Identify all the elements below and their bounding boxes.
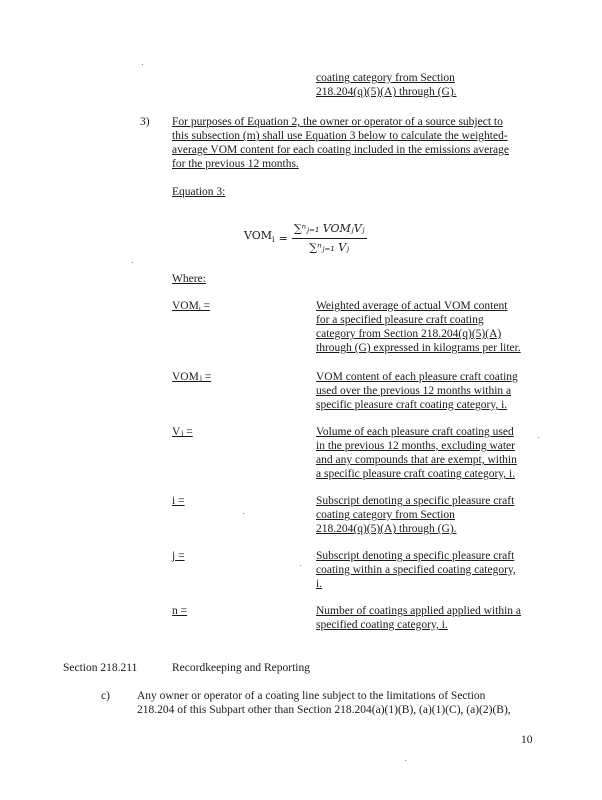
definition-line: specific pleasure craft coating category, i. <box>316 399 508 411</box>
item-3-line-2: this subsection (m) shall use Equation 3 below to calculate the weighted- <box>172 130 508 142</box>
item-3-line-3: average VOM content for each coating included in the emissions average <box>172 144 509 156</box>
definition-text <box>316 494 536 536</box>
definition-term: j = <box>172 550 185 562</box>
definition-text <box>316 425 536 481</box>
definition-line: coating within a specified coating category, <box>316 564 516 576</box>
definition-line: Number of coatings applied applied within a <box>316 605 522 617</box>
scan-speck <box>132 262 133 263</box>
definition-term: VOMᵢ = <box>172 300 211 312</box>
definition-line: Weighted average of actual VOM content <box>316 300 508 312</box>
equation-numerator: ∑ⁿⱼ₌₁ VOMⱼVⱼ <box>293 222 365 235</box>
definition-line: VOM content of each pleasure craft coating <box>316 371 518 383</box>
definition-term: Vⱼ = <box>172 426 193 438</box>
definition-text <box>316 299 536 355</box>
definition-text <box>316 370 536 412</box>
definition-line: 218.204(q)(5)(A) through (G). <box>316 523 457 535</box>
definition-line: used over the previous 12 months within a <box>316 385 512 397</box>
definition-text <box>316 549 536 591</box>
item-3-line-4: for the previous 12 months. <box>172 158 299 170</box>
definition-line: Subscript denoting a specific pleasure craft <box>316 495 515 507</box>
definition-text <box>316 604 536 632</box>
definition-term: i = <box>172 495 185 507</box>
definition-line: a specific pleasure craft coating category, i. <box>316 468 516 480</box>
definition-term: n = <box>172 605 188 617</box>
section-title: Recordkeeping and Reporting <box>172 662 310 674</box>
page-number: 10 <box>521 734 533 746</box>
definition-line: through (G) expressed in kilograms per liter. <box>316 342 521 354</box>
definition-line: for a specified pleasure craft coating <box>316 314 484 326</box>
definition-line: i. <box>316 578 323 590</box>
item-c-paragraph <box>137 689 511 717</box>
scan-speck <box>243 513 244 514</box>
continuation-text <box>316 71 457 99</box>
definition-line: coating category from Section <box>316 509 455 521</box>
equation-lhs: $VOM_i$ <box>244 229 275 245</box>
fraction-bar <box>292 238 367 239</box>
where-label: Where: <box>172 273 206 285</box>
scan-speck <box>538 437 539 438</box>
item-c-line-1: Any owner or operator of a coating line subject to the limitations of Section <box>137 690 486 702</box>
scan-speck <box>405 760 406 761</box>
equation-fraction <box>292 222 367 255</box>
scan-speck <box>142 64 143 65</box>
definition-line: specified coating category, i. <box>316 619 448 631</box>
item-c-line-2: 218.204 of this Subpart other than Section 218.204(a)(1)(B), (a)(1)(C), (a)(2)(B), <box>137 704 511 716</box>
item-3-number: 3) <box>140 116 150 128</box>
item-c-letter: c) <box>101 690 110 702</box>
continuation-line-2: 218.204(q)(5)(A) through (G). <box>316 86 457 98</box>
item-3-line-1: For purposes of Equation 2, the owner or operator of a source subject to <box>172 116 503 128</box>
scan-speck <box>300 565 301 566</box>
definition-line: category from Section 218.204(q)(5)(A) <box>316 328 502 340</box>
definition-line: Subscript denoting a specific pleasure craft <box>316 550 515 562</box>
continuation-line-1: coating category from Section <box>316 72 455 84</box>
definition-line: and any compounds that are exempt, within <box>316 454 517 466</box>
equation-label: Equation 3: <box>172 186 226 198</box>
item-3-paragraph <box>172 115 509 171</box>
definition-line: in the previous 12 months, excluding water <box>316 440 515 452</box>
definition-line: Volume of each pleasure craft coating used <box>316 426 514 438</box>
definition-term: VOMⱼ = <box>172 371 212 383</box>
equation-denominator: ∑ⁿⱼ₌₁ Vⱼ <box>309 241 350 254</box>
equation-3-formula <box>244 222 367 255</box>
section-number: Section 218.211 <box>63 662 138 674</box>
equation-equals: = <box>278 231 288 245</box>
